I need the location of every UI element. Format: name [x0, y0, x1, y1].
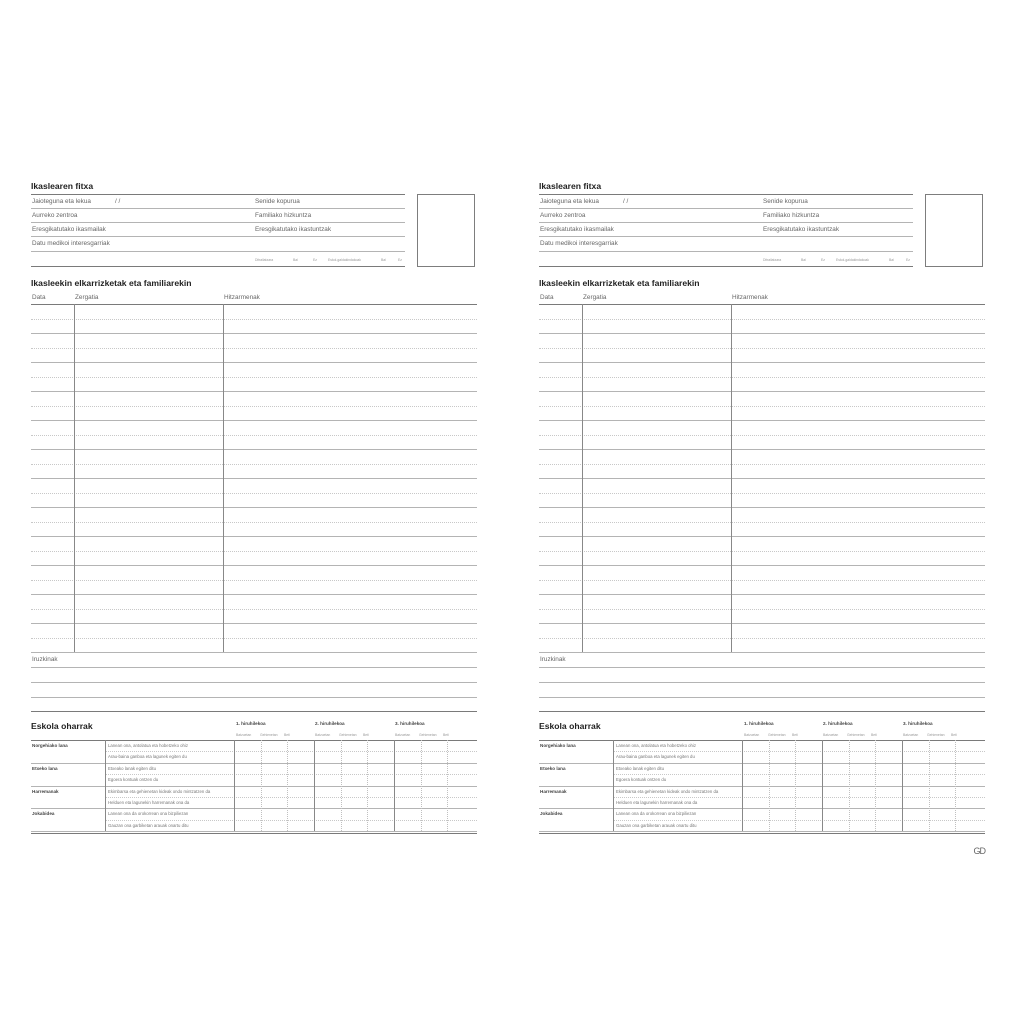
table-row-line — [539, 478, 985, 479]
home-language-label: Familiako hizkuntza — [255, 212, 312, 219]
term-header: 2. hiruhilekoa — [823, 721, 853, 726]
card-footer-label: Eskol-galdakindakoak — [836, 258, 869, 262]
frequency-header: Gehienetan — [339, 733, 357, 737]
column-header-reason: Zergatia — [583, 294, 607, 301]
frequency-header: Beti — [443, 733, 449, 737]
subcolumn-divider — [929, 740, 930, 831]
criterion-text: Lanean ona, antolatua eta hobetzeko ohiz — [616, 743, 697, 748]
column-header-date: Data — [32, 294, 46, 301]
subcolumn-divider — [287, 740, 288, 831]
table-row-line — [31, 493, 477, 494]
table-row-line — [31, 362, 477, 363]
term-header: 1. hiruhilekoa — [744, 721, 774, 726]
school-notes-top-rule — [539, 740, 985, 741]
card-row-line — [31, 222, 405, 223]
table-row-line — [31, 580, 477, 581]
table-row-line — [539, 536, 985, 537]
criterion-text: Gauzan ona garbiketan arauak onartu ditu — [616, 822, 697, 828]
table-row-line — [539, 580, 985, 581]
family-special-label: Eresgikatutako ikastuntzak — [763, 226, 840, 233]
table-row-line — [31, 449, 477, 450]
frequency-header: Beti — [792, 733, 798, 737]
notes-line — [31, 711, 477, 712]
card-footer-yes: Bai — [801, 258, 806, 262]
category-label: Harremanak — [32, 788, 59, 794]
medical-data-label: Datu medikoi interesgarriak — [540, 240, 618, 247]
card-row-line — [539, 251, 913, 252]
subcolumn-divider — [341, 740, 342, 831]
table-row-line — [31, 391, 477, 392]
table-row-line — [31, 319, 477, 320]
term-divider — [314, 740, 315, 831]
criteria-column-divider — [105, 740, 106, 831]
birth-date-slashes: / / — [115, 198, 121, 205]
school-notes-top-rule — [31, 740, 477, 741]
left-page — [31, 178, 477, 843]
term-header: 1. hiruhilekoa — [236, 721, 266, 726]
card-row-line — [539, 236, 913, 237]
criterion-text: Ekimbarsa eta gehienetan kideak ondo mintzatzen da — [616, 788, 719, 794]
table-row-line — [539, 638, 985, 639]
student-card-title: Ikaslearen fitxa — [539, 181, 602, 191]
criterion-text: Egoera kontuak ontzen du — [616, 777, 667, 783]
card-footer-label: Eskol-galdakindakoak — [328, 258, 361, 262]
notes-line — [31, 697, 477, 698]
student-card-title: Ikaslearen fitxa — [31, 181, 94, 191]
term-divider — [234, 740, 235, 831]
subcolumn-divider — [795, 740, 796, 831]
frequency-header: Gehienetan — [260, 733, 278, 737]
table-row-line — [31, 623, 477, 624]
notes-line — [539, 697, 985, 698]
table-row-line — [539, 551, 985, 552]
criterion-text: Lanean ona, antolatua eta hobetzeko ohiz — [108, 743, 189, 748]
medical-data-label: Datu medikoi interesgarriak — [32, 240, 110, 247]
frequency-header: Batzuetan — [395, 733, 411, 737]
category-separator — [31, 786, 477, 787]
frequency-header: Batzuetan — [744, 733, 760, 737]
criterion-text: Gauzan ona garbiketan arauak onartu ditu — [108, 822, 189, 828]
card-bottom-rule — [539, 266, 913, 267]
card-row-line — [31, 251, 405, 252]
card-row-line — [539, 208, 913, 209]
criterion-text: Helduen eta lagunekin harremanak ona da — [616, 800, 698, 805]
table-row-line — [539, 565, 985, 566]
frequency-header: Gehienetan — [419, 733, 437, 737]
criterion-text: Helduen eta lagunekin harremanak ona da — [108, 800, 190, 805]
frequency-header: Batzuetan — [236, 733, 252, 737]
page-corner-logo: GD — [973, 846, 985, 856]
school-notes-bottom-rule — [31, 833, 477, 834]
card-row-line — [31, 208, 405, 209]
reason-column-divider — [731, 304, 732, 652]
subcolumn-divider — [875, 740, 876, 831]
card-footer-label: Ditrailatzara — [255, 258, 274, 262]
notes-line — [31, 682, 477, 683]
table-row-line — [539, 507, 985, 508]
family-size-label: Senide kopurua — [763, 198, 808, 205]
table-row-line — [31, 522, 477, 523]
card-footer-no: Ez — [906, 258, 910, 262]
term-divider — [822, 740, 823, 831]
subcolumn-divider — [447, 740, 448, 831]
subcolumn-divider — [261, 740, 262, 831]
card-bottom-rule — [31, 266, 405, 267]
criterion-text: Egoera kontuak ontzen du — [108, 777, 159, 783]
table-row-line — [539, 609, 985, 610]
notes-line — [539, 667, 985, 668]
term-divider — [394, 740, 395, 831]
previous-school-label: Aurreko zentroa — [32, 212, 78, 219]
table-row-line — [539, 348, 985, 349]
category-label: Norgehiako lana — [32, 743, 68, 748]
term-header: 3. hiruhilekoa — [903, 721, 933, 726]
category-separator — [539, 763, 985, 764]
criterion-text: Lanean ona da orokorrean ona bizpiliezan — [108, 811, 189, 817]
category-separator — [31, 808, 477, 809]
table-row-line — [539, 493, 985, 494]
table-row-line — [31, 551, 477, 552]
category-label: Norgehiako lana — [540, 743, 576, 748]
card-footer-yes: Bai — [381, 258, 386, 262]
table-row-line — [539, 435, 985, 436]
frequency-header: Batzuetan — [315, 733, 331, 737]
card-row-line — [539, 222, 913, 223]
table-row-line — [539, 420, 985, 421]
card-top-rule — [539, 194, 913, 195]
table-row-line — [31, 536, 477, 537]
table-header-rule — [539, 304, 985, 305]
card-footer-yes: Bai — [293, 258, 298, 262]
criterion-text: Etxeako lanak egiten ditu — [108, 765, 157, 771]
table-row-line — [539, 333, 985, 334]
term-divider — [902, 740, 903, 831]
category-label: Etxeko lana — [32, 765, 58, 771]
school-notes-bottom-rule — [539, 833, 985, 834]
frequency-header: Beti — [871, 733, 877, 737]
criteria-column-divider — [613, 740, 614, 831]
table-header-rule — [31, 304, 477, 305]
table-row-line — [31, 333, 477, 334]
criterion-text: Arau-baina ganboa eta lagunek egiten du — [108, 754, 187, 760]
term-header: 2. hiruhilekoa — [315, 721, 345, 726]
interviews-title: Ikasleekin elkarrizketak eta familiarekin — [31, 278, 192, 288]
notes-label: Iruzkinak — [540, 656, 566, 663]
previous-school-label: Aurreko zentroa — [540, 212, 586, 219]
card-footer-no: Ez — [313, 258, 317, 262]
subcolumn-divider — [421, 740, 422, 831]
criterion-text: Ekimbarsa eta gehienetan kideak ondo mintzatzen da — [108, 788, 211, 794]
subcolumn-divider — [955, 740, 956, 831]
photo-box — [417, 194, 475, 267]
table-row-line — [31, 594, 477, 595]
frequency-header: Gehienetan — [768, 733, 786, 737]
frequency-header: Beti — [951, 733, 957, 737]
home-language-label: Familiako hizkuntza — [763, 212, 820, 219]
term-divider — [742, 740, 743, 831]
notes-line — [539, 682, 985, 683]
category-label: Jokabidea — [32, 811, 55, 817]
reason-column-divider — [223, 304, 224, 652]
birth-date-label: Jaioteguna eta lekua — [32, 198, 91, 205]
column-header-agreements: Hitzarmenak — [732, 294, 768, 301]
column-header-date: Data — [540, 294, 554, 301]
family-special-label: Eresgikatutako ikastuntzak — [255, 226, 332, 233]
frequency-header: Batzuetan — [823, 733, 839, 737]
frequency-header: Beti — [284, 733, 290, 737]
notes-label: Iruzkinak — [32, 656, 58, 663]
category-separator — [31, 763, 477, 764]
card-footer-yes: Bai — [889, 258, 894, 262]
table-row-line — [539, 449, 985, 450]
school-notes-title: Eskola oharrak — [31, 721, 93, 731]
table-row-line — [539, 377, 985, 378]
birth-date-label: Jaioteguna eta lekua — [540, 198, 599, 205]
table-row-line — [539, 319, 985, 320]
frequency-header: Gehienetan — [927, 733, 945, 737]
table-row-line — [539, 623, 985, 624]
card-footer-label: Ditrailatzara — [763, 258, 782, 262]
date-column-divider — [74, 304, 75, 652]
table-row-line — [31, 377, 477, 378]
subcolumn-divider — [769, 740, 770, 831]
subcolumn-divider — [367, 740, 368, 831]
subcolumn-divider — [849, 740, 850, 831]
table-row-line — [31, 348, 477, 349]
table-row-line — [31, 478, 477, 479]
category-label: Harremanak — [540, 788, 567, 794]
table-row-line — [539, 391, 985, 392]
notes-line — [31, 667, 477, 668]
family-size-label: Senide kopurua — [255, 198, 300, 205]
frequency-header: Batzuetan — [903, 733, 919, 737]
frequency-header: Gehienetan — [847, 733, 865, 737]
birth-date-slashes: / / — [623, 198, 629, 205]
table-row-line — [539, 464, 985, 465]
card-row-line — [31, 236, 405, 237]
table-row-line — [539, 406, 985, 407]
frequency-header: Beti — [363, 733, 369, 737]
school-notes-title: Eskola oharrak — [539, 721, 601, 731]
table-row-line — [31, 435, 477, 436]
category-separator — [539, 786, 985, 787]
table-row-line — [31, 507, 477, 508]
table-row-line — [31, 565, 477, 566]
category-separator — [539, 808, 985, 809]
table-row-line — [31, 638, 477, 639]
table-row-line — [539, 362, 985, 363]
special-needs-label: Eresgikatutako ikasmailak — [540, 226, 614, 233]
card-footer-no: Ez — [398, 258, 402, 262]
table-row-line — [31, 464, 477, 465]
column-header-reason: Zergatia — [75, 294, 99, 301]
special-needs-label: Eresgikatutako ikasmailak — [32, 226, 106, 233]
criterion-text: Etxeako lanak egiten ditu — [616, 765, 665, 771]
table-row-line — [31, 609, 477, 610]
table-row-line — [539, 652, 985, 653]
card-top-rule — [31, 194, 405, 195]
table-row-line — [539, 594, 985, 595]
notes-line — [539, 711, 985, 712]
interviews-title: Ikasleekin elkarrizketak eta familiarekin — [539, 278, 700, 288]
criterion-text: Arau-baina ganboa eta lagunek egiten du — [616, 754, 695, 760]
column-header-agreements: Hitzarmenak — [224, 294, 260, 301]
category-label: Etxeko lana — [540, 765, 566, 771]
table-row-line — [539, 522, 985, 523]
criterion-text: Lanean ona da orokorrean ona bizpiliezan — [616, 811, 697, 817]
table-row-line — [31, 652, 477, 653]
term-header: 3. hiruhilekoa — [395, 721, 425, 726]
card-footer-no: Ez — [821, 258, 825, 262]
photo-box — [925, 194, 983, 267]
table-row-line — [31, 406, 477, 407]
category-label: Jokabidea — [540, 811, 563, 817]
right-page — [539, 178, 985, 856]
date-column-divider — [582, 304, 583, 652]
table-row-line — [31, 420, 477, 421]
